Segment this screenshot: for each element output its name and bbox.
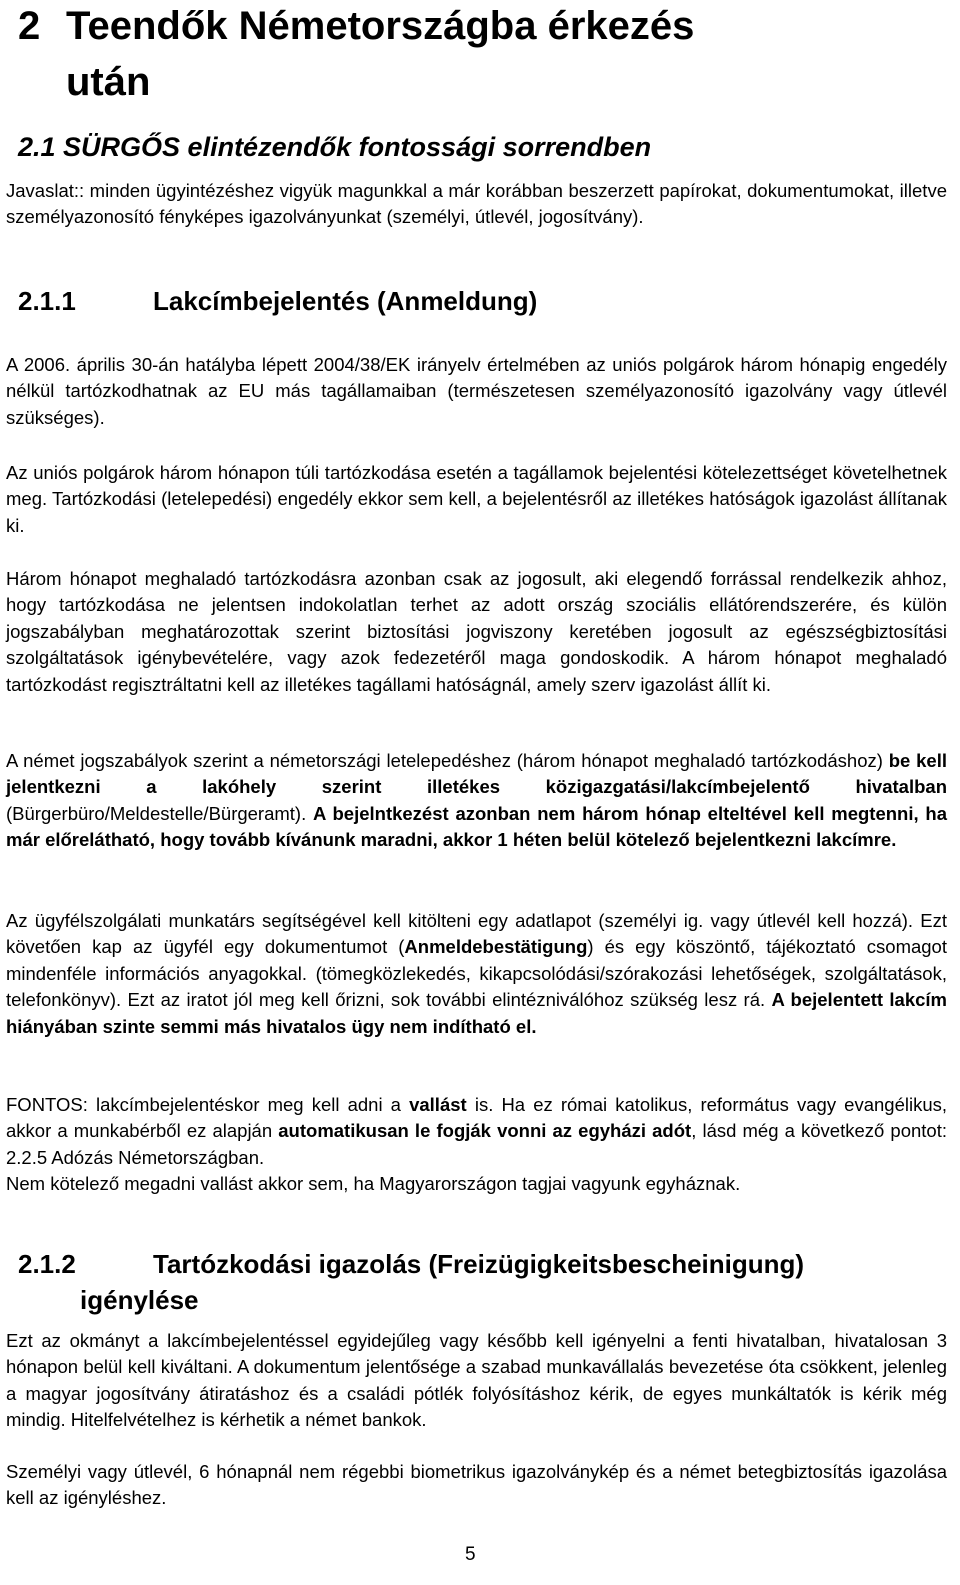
paragraph-bejelentes: Az uniós polgárok három hónapon túli tartózkodása esetén a tagállamok bejelentési kötelezettséget követelhetnek meg. Tartózkodási (letelepedési) engedély ekkor sem kell, a bejelentésről az illetékes hatóságok igazolást állítanak ki. xyxy=(6,462,947,536)
bold-run: be kell jelentkezni a lakóhely szerint illetékes közigazgatási/lakcímbejelentő hivatalban xyxy=(6,750,947,798)
subsection-heading-lakcim xyxy=(18,286,537,317)
chapter-number: 2 xyxy=(18,4,41,48)
paragraph-ugyfelszolgalat xyxy=(6,908,947,1040)
page-number: 5 xyxy=(465,1544,476,1565)
subsection-number: 2.1.2 xyxy=(18,1249,76,1279)
paragraph-javaslat: Javaslat:: minden ügyintézéshez vigyük magunkkal a már korábban beszerzett papírokat, dokumentumokat, illetve személyazonosító fényképes igazolványunkat (személyi, útlevél, jogosítvány). xyxy=(6,180,947,228)
subsection-title-line2: igénylése xyxy=(80,1285,199,1315)
subsection-title: Lakcímbejelentés (Anmeldung) xyxy=(153,286,538,316)
bold-run: vallást xyxy=(409,1094,467,1115)
text-run: A német jogszabályok szerint a németországi letelepedéshez (három hónapot meghaladó tartózkodáshoz) xyxy=(6,750,883,771)
bold-run: automatikusan le fogják vonni az egyházi adót xyxy=(278,1120,692,1142)
paragraph-nemet-jogszabaly xyxy=(6,748,947,854)
text-run: FONTOS: lakcímbejelentéskor meg kell adni a xyxy=(6,1094,401,1115)
bold-run: Anmeldebestätigung xyxy=(404,936,588,958)
text-run: Az ügyfélszolgálati munkatárs segítségével kell kitölteni egy adatlapot (személyi ig. vagy útlevél kell hozzá). Ezt követően kap az ügyfél egy dokumentumot ( xyxy=(6,910,947,958)
text-run: is. Ha ez római katolikus, református vagy evangélikus, akkor a munkabérből ez alapján xyxy=(6,1094,948,1142)
text-run: (Bürgerbüro/Meldestelle/Bürgeramt). xyxy=(6,802,307,824)
bold-run: A bejelntkezést azonban nem három hónap elteltével kell megtenni, ha már előrelátható, hogy tovább kívánunk maradni, akkor 1 héten belül kötelező bejelentkezni lakcímre. xyxy=(6,802,947,851)
paragraph-szemelyi: Személyi vagy útlevél, 6 hónapnál nem régebbi biometrikus igazolványkép és a német betegbiztosítás igazolása kell az igényléshez. xyxy=(6,1461,947,1509)
paragraph-okmany: Ezt az okmányt a lakcímbejelentéssel egyidejűleg vagy később kell igényelni a fenti hivatalban, hivatalosan 3 hónapon belül kell kiváltani. A dokumentum jelentősége a szabad munkavállalás bevezetése óta csökkent, jelenleg a magyar jogosítvány átiratáshoz és a családi pótlék folyósításhoz kérik, de egyes munkáltatók is kérik még mindig. Hitelfelvételhez is kérhetik a német bankok. xyxy=(6,1330,947,1431)
paragraph-harom-honap: Három hónapot meghaladó tartózkodásra azonban csak az jogosult, aki elegendő forrással rendelkezik ahhoz, hogy tartózkodása ne jelentsen indokolatlan terhet az adott ország szociális ellátórendszerére, és külön jogszabályban meghatározottak szerint biztosítási jogviszony keretében jogosult az egészségbiztosítási szolgáltatások igénybevételére, vagy azok fedezetéről maga gondoskodik. A három hónapot meghaladó tartózkodást regisztráltatni kell az illetékes tagállami hatóságnál, amely szerv igazolást állít ki. xyxy=(6,568,947,695)
chapter-title-line1: Teendők Németországba érkezés xyxy=(66,4,695,48)
section-heading: 2.1 SÜRGŐS elintézendők fontossági sorrendben xyxy=(18,132,652,162)
subsection-number: 2.1.1 xyxy=(18,286,76,316)
paragraph-irany: A 2006. április 30-án hatályba lépett 2004/38/EK irányelv értelmében az uniós polgárok három hónapig engedély nélkül tartózkodhatnak az EU más tagállamaiban (természetesen személyazonosító igazolvány vagy útlevél szükséges). xyxy=(6,354,947,428)
subsection-heading-tartozkodasi xyxy=(18,1246,938,1318)
paragraph-fontos xyxy=(6,1092,947,1198)
text-run: ) és egy köszöntő, tájékoztató csomagot mindenféle információs anyagokkal. (tömegközlekedés, kikapcsolódási/szórakozási lehetőségek, szolgáltatások, telefonkönyv). Ezt az iratot jól meg kell őrizni, sok további elintézniválóhoz szükség lesz rá. xyxy=(6,936,947,1011)
text-run: Nem kötelező megadni vallást akkor sem, ha Magyarországon tagjai vagyunk egyháznak. xyxy=(6,1173,741,1195)
text-run: , lásd még a következő pontot: 2.2.5 Adózás Németországban. xyxy=(6,1120,947,1168)
subsection-title-line1: Tartózkodási igazolás (Freizügigkeitsbescheinigung) xyxy=(153,1249,805,1279)
bold-run: A bejelentett lakcím hiányában szinte semmi más hivatalos ügy nem indítható el. xyxy=(6,989,948,1037)
chapter-heading xyxy=(18,0,938,110)
chapter-title-line2: után xyxy=(66,60,151,104)
